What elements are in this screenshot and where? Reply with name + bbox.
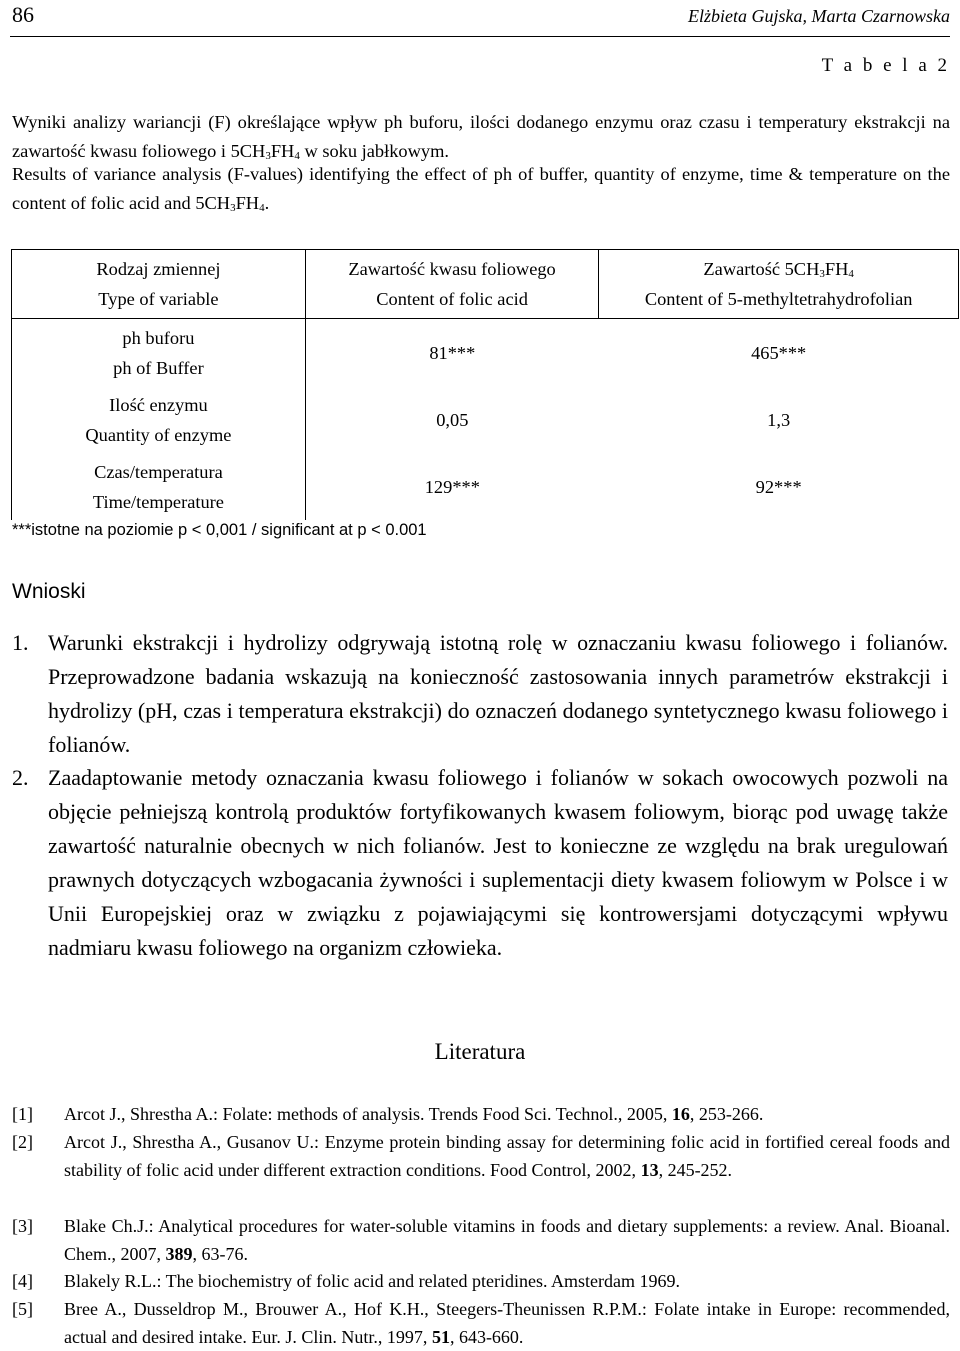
folic-value-cell: 129*** (424, 476, 480, 497)
conclusions-heading: Wnioski (12, 580, 86, 603)
header-folic-acid: Zawartość kwasu foliowego Content of folic acid (305, 250, 598, 319)
reference-number: [2] (12, 1132, 33, 1152)
conclusion-number: 1. (12, 630, 29, 655)
table-caption-polish: Wyniki analizy wariancji (F) określające wpływ ph buforu, ilości dodanego enzymu oraz czasu i temperatury ekstrakcji na zawartość kwasu foliowego i $5CH_3FH_4$ w soku jabłkowym. (12, 112, 950, 162)
table-row (12, 319, 959, 387)
conclusion-text: Zaadaptowanie metody oznaczania kwasu foliowego i folianów w sokach owocowych pozwoli na objęcie pełniejszą kontrolą produktów fortyfikowanych kwasem foliowym, biorąc pod uwagę także zawartość naturalnie obecnych w nich folianów. Jest to konieczne ze względu na brak uregulowań prawnych dotyczących wzbogacania żywności i suplementacji diety kwasem foliowym w Polsce i w Unii Europejskiej oraz w związku z pojawiającymi się kontrowersjami dotyczącymi wpływu nadmiaru kwasu foliowego na organizm człowieka. (48, 765, 948, 960)
reference-item: [5] Bree A., Dusseldrop M., Brouwer A., Hof K.H., Steegers-Theunissen R.P.M.: Folate intake in Europe: recommended, actual and desired intake. Eur. J. Clin. Nutr., 1997, 51, 643-660. (12, 1295, 950, 1351)
variable-cell: ph buforu ph of Buffer (12, 319, 306, 387)
reference-item: [2] Arcot J., Shrestha A., Gusanov U.: Enzyme protein binding assay for determining folic acid in fortified cereal foods and stability of folic acid under different extraction conditions. Food Control, 2002, 13, 245-252. (12, 1128, 950, 1184)
header-5mthf: Zawartość $5CH_3FH_4$ Content of 5-methyltetrahydrofolian (599, 250, 959, 319)
reference-number: [5] (12, 1299, 33, 1319)
folic-value-cell: 0,05 (436, 409, 469, 430)
reference-item: [3] Blake Ch.J.: Analytical procedures for water-soluble vitamins in foods and dietary supplements: a review. Anal. Bioanal. Chem., 2007, 389, 63-76. (12, 1212, 950, 1268)
reference-number: [4] (12, 1271, 33, 1291)
reference-number: [1] (12, 1104, 33, 1124)
mthf-value-cell: 1,3 (767, 409, 791, 430)
significance-note: ***istotne na poziomie p < 0,001 / significant at p < 0.001 (12, 521, 427, 539)
reference-item: [4] Blakely R.L.: The biochemistry of folic acid and related pteridines. Amsterdam 1969. (12, 1267, 950, 1295)
reference-item: [1] Arcot J., Shrestha A.: Folate: methods of analysis. Trends Food Sci. Technol., 2005, 16, 253-266. (12, 1100, 950, 1128)
anova-results-table (11, 249, 959, 520)
conclusion-item (12, 761, 948, 965)
conclusion-text: Warunki ekstrakcji i hydrolizy odgrywają istotną rolę w oznaczaniu kwasu foliowego i folianów. Przeprowadzone badania wskazują na konieczność zastosowania innych parametrów ekstrakcji i hydrolizy (pH, czas i temperatura ekstrakcji) do oznaczeń dodanego syntetycznego kwasu foliowego i folianów. (48, 630, 948, 757)
header-variable-type: Rodzaj zmiennej Type of variable (12, 250, 306, 319)
conclusion-item (12, 626, 948, 762)
variable-cell: Czas/temperatura Time/temperature (12, 453, 306, 520)
reference-number: [3] (12, 1216, 33, 1236)
conclusion-number: 2. (12, 765, 29, 790)
table-label: T a b e l a 2 (821, 55, 950, 76)
running-header (10, 0, 950, 37)
running-authors: Elżbieta Gujska, Marta Czarnowska (687, 6, 950, 26)
table-caption-english: Results of variance analysis (F-values) identifying the effect of ph of buffer, quantity of enzyme, time & temperature on the content of folic acid and $5CH_3FH_4$. (12, 164, 950, 214)
mthf-value-cell: 92*** (755, 476, 802, 497)
table-row (12, 453, 959, 520)
variable-cell: Ilość enzymu Quantity of enzyme (12, 386, 306, 453)
table-row (12, 386, 959, 453)
page-number: 86 (12, 2, 34, 27)
mthf-value-cell: 465*** (751, 342, 807, 363)
table-header-row (12, 250, 959, 319)
folic-value-cell: 81*** (429, 342, 476, 363)
literature-heading: Literatura (434, 1039, 526, 1064)
